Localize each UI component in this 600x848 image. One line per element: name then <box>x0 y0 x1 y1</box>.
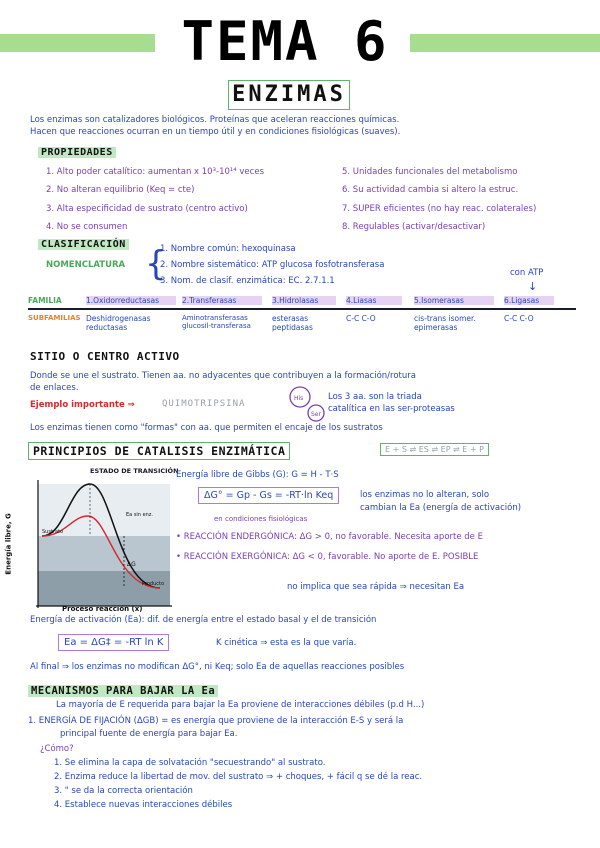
sitio-text-2: de enlaces. <box>30 383 79 393</box>
energy-diagram <box>20 476 175 616</box>
page-title: TEMA 6 <box>181 10 389 73</box>
x-axis-label: Proceso reacción (x) <box>62 605 143 613</box>
subfamilia-row-label: SUBFAMILIAS <box>28 313 81 322</box>
familia-1: 1.Oxidorreductasas <box>86 296 176 305</box>
step-2: 2. Enzima reduce la libertad de mov. del sustrato ⇒ + choques, + fácil q se dé la reac. <box>54 772 423 782</box>
familias-divider <box>28 308 576 310</box>
prop-left-3: 3. Alta especificidad de sustrato (centro activo) <box>46 204 248 214</box>
triada-diagram <box>282 385 332 425</box>
endergonica-text: • REACCIÓN ENDERGÓNICA: ΔG > 0, no favorable. Necesita aporte de E <box>176 532 483 542</box>
triada-text-1: Los 3 aa. son la triada <box>328 392 422 402</box>
nomenclatura-label: NOMENCLATURA <box>46 260 126 270</box>
section-mecanismos: MECANISMOS PARA BAJAR LA Ea <box>28 685 218 697</box>
y-axis-label: Energía libre, G <box>4 513 13 575</box>
prop-left-4: 4. No se consumen <box>46 222 128 232</box>
formas-text: Los enzimas tienen como "formas" con aa. que permiten el encaje de los sustratos <box>30 423 383 433</box>
title-bar-right <box>410 34 600 52</box>
como-label: ¿Cómo? <box>40 744 74 754</box>
fijacion-text-2: principal fuente de energía para bajar Ea. <box>60 729 238 739</box>
no-alteran-1: los enzimas no lo alteran, solo <box>360 490 490 500</box>
cinetica-text: K cinética ⇒ esta es la que varía. <box>216 638 357 648</box>
step-1: 1. Se elimina la capa de solvatación "secuestrando" al sustrato. <box>54 758 326 768</box>
title-bar-left <box>0 34 155 52</box>
his-label: His <box>294 395 304 402</box>
subfamilia-3: esterasas peptidasas <box>272 313 313 332</box>
page-subtitle: ENZIMAS <box>228 80 350 110</box>
final-text: Al final ⇒ los enzimas no modifican ΔG°, ni Keq; solo Ea de aquellas reacciones posibles <box>30 662 405 672</box>
intro-line-2: Hacen que reacciones ocurran en un tiempo útil y en condiciones fisiológicas (suaves). <box>30 127 401 137</box>
brace-icon: { <box>145 244 167 284</box>
delta-g-label: ΔG <box>127 561 136 568</box>
quimotripsina-label: QUIMOTRIPSINA <box>162 399 246 409</box>
producto-label: Producto <box>142 581 165 587</box>
condiciones-note: en condiciones fisiológicas <box>214 515 308 523</box>
ejemplo-label: Ejemplo importante ⇒ <box>30 400 135 410</box>
no-implica-text: no implica que sea rápida ⇒ necesitan Ea <box>287 582 465 592</box>
ea-label: Ea sin enz. <box>126 512 154 518</box>
nomenclatura-item-2: 2. Nombre sistemático: ATP glucosa fosfotransferasa <box>160 260 385 270</box>
intro-line-1: Los enzimas son catalizadores biológicos. Proteínas que aceleran reacciones químicas. <box>30 115 400 125</box>
prop-right-6: 6. Su actividad cambia si altero la estruc. <box>342 185 519 195</box>
familia-3: 3.Hidrolasas <box>272 296 336 305</box>
subfamilia-2: Aminotransferasas glucosil-transferasa <box>182 313 251 330</box>
section-sitio-activo: SITIO O CENTRO ACTIVO <box>30 350 180 363</box>
ser-label: Ser <box>311 411 321 418</box>
prop-left-1: 1. Alto poder catalítico: aumentan x 10³-10¹⁴ veces <box>46 167 264 177</box>
subfamilia-6: C-C C-O <box>504 313 534 323</box>
prop-right-8: 8. Regulables (activar/desactivar) <box>342 222 486 232</box>
familia-6: 6.Ligasas <box>504 296 554 305</box>
section-principios: PRINCIPIOS DE CATALISIS ENZIMÁTICA <box>28 442 290 460</box>
activacion-def: Energía de activación (Ea): dif. de energía entre el estado basal y el de transición <box>30 615 377 625</box>
con-atp-note: con ATP <box>510 268 544 278</box>
section-propiedades: PROPIEDADES <box>38 147 116 158</box>
triada-text-2: catalítica en las ser-proteasas <box>328 404 455 414</box>
mecanismos-intro: La mayoría de E requerida para bajar la Ea proviene de interacciones débiles (p.d H...) <box>56 700 425 710</box>
nomenclatura-item-3: 3. Nom. de clasif. enzimática: EC. 2.7.1.1 <box>160 276 335 286</box>
no-alteran-2: cambian la Ea (energía de activación) <box>360 503 522 513</box>
equilibrium-equation: E + S ⇌ ES ⇌ EP ⇌ E + P <box>380 443 489 456</box>
subfamilia-4: C-C C-O <box>346 313 376 323</box>
sitio-text-1: Donde se une el sustrato. Tienen aa. no adyacentes que contribuyen a la formación/rotura <box>30 371 416 381</box>
subfamilia-5: cis-trans isomer. epimerasas <box>414 313 476 332</box>
familia-5: 5.Isomerasas <box>414 296 494 305</box>
step-4: 4. Establece nuevas interacciones débiles <box>54 800 233 810</box>
delta-g-equation: ΔG° = Gp - Gs = -RT·ln Keq <box>198 487 339 504</box>
section-clasificacion: CLASIFICACIÓN <box>38 239 129 250</box>
sustrato-label: Sustrato <box>42 529 64 535</box>
arrow-down-icon: ↓ <box>528 280 538 293</box>
exergonica-text: • REACCIÓN EXERGÓNICA: ΔG < 0, favorable. No aporte de E. POSIBLE <box>176 552 479 562</box>
estado-transicion-label: ESTADO DE TRANSICIÓN <box>90 467 179 475</box>
gibbs-text: Energía libre de Gibbs (G): G = H - T·S <box>176 470 339 480</box>
prop-left-2: 2. No alteran equilibrio (Keq = cte) <box>46 185 195 195</box>
prop-right-7: 7. SUPER eficientes (no hay reac. colaterales) <box>342 204 537 214</box>
familia-row-label: FAMILIA <box>28 296 62 305</box>
fijacion-text: 1. ENERGÍA DE FIJACIÓN (ΔGB) = es energía que proviene de la interacción E-S y será la <box>28 716 404 726</box>
prop-right-5: 5. Unidades funcionales del metabolismo <box>342 167 518 177</box>
ea-equation: Ea = ΔG‡ = -RT ln K <box>58 634 169 651</box>
subfamilia-1: Deshidrogenasas reductasas <box>86 313 151 332</box>
step-3: 3. " se da la correcta orientación <box>54 786 193 796</box>
familia-4: 4.Liasas <box>346 296 402 305</box>
nomenclatura-item-1: 1. Nombre común: hexoquinasa <box>160 244 296 254</box>
familia-2: 2.Transferasas <box>182 296 262 305</box>
familias-table <box>28 296 576 332</box>
